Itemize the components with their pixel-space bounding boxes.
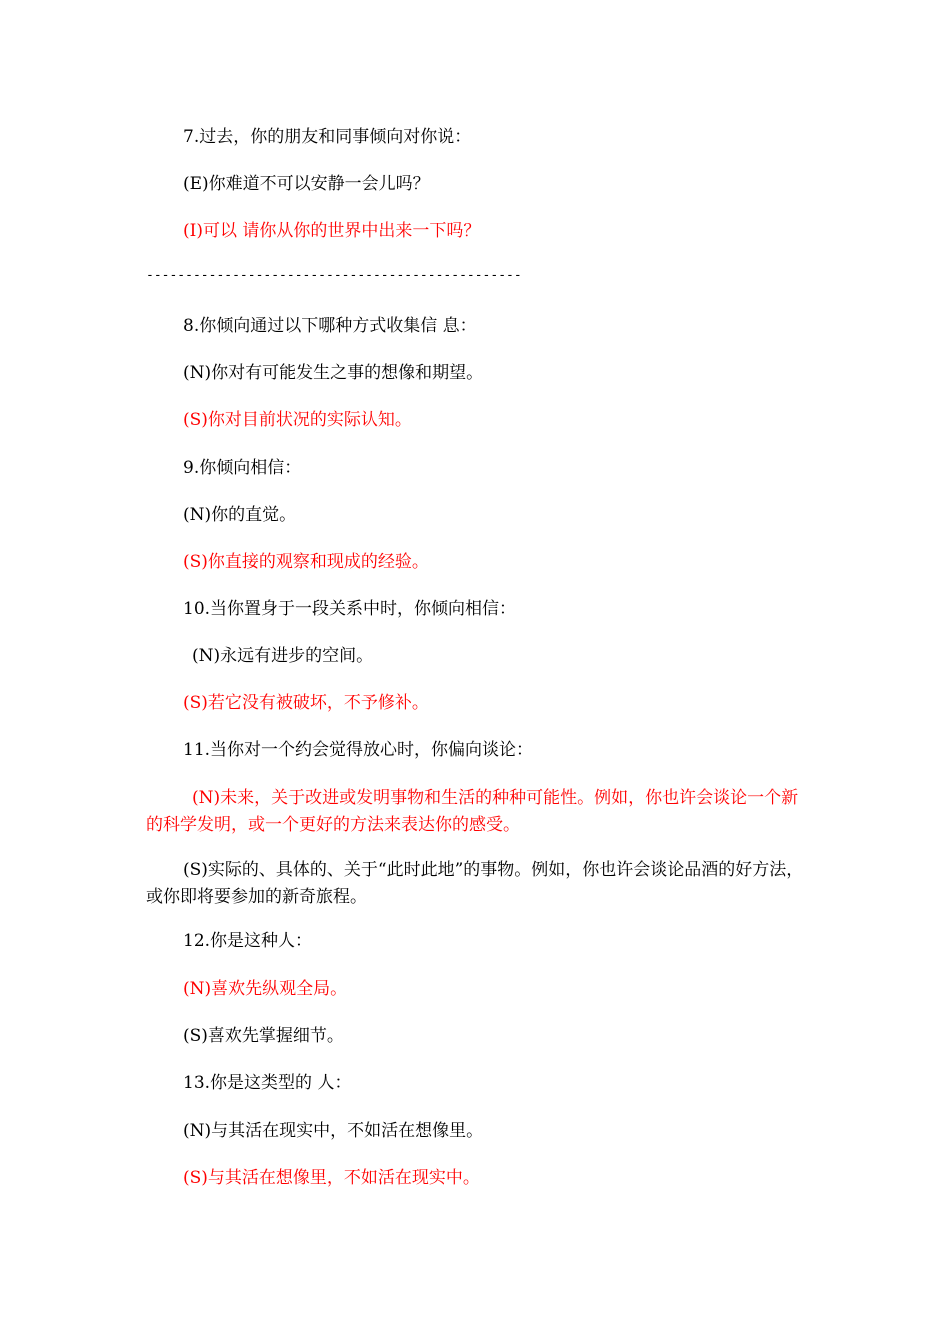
question-9: 9.你倾向相信：: [183, 458, 302, 478]
question-7-option-e: (E)你难道不可以安静一会儿吗？: [183, 174, 430, 194]
question-11-option-n: (N)未来，关于改进或发明事物和生活的种种可能性。例如，你也许会谈论一个新的科学发明，或一个更好的方法来表达你的感受。: [146, 788, 799, 835]
question-13-option-n: (N)与其活在现实中，不如活在想像里。: [183, 1121, 484, 1141]
question-10-option-n: (N)永远有进步的空间。: [192, 646, 374, 666]
question-10-option-s: (S)若它没有被破坏，不予修补。: [183, 693, 429, 713]
question-8: 8.你倾向通过以下哪种方式收集信 息：: [183, 316, 477, 336]
question-12-option-s: (S)喜欢先掌握细节。: [183, 1026, 344, 1046]
question-13-option-s: (S)与其活在想像里，不如活在现实中。: [183, 1168, 480, 1188]
question-11: 11.当你对一个约会觉得放心时，你偏向谈论：: [183, 740, 534, 760]
question-13: 13.你是这类型的 人：: [183, 1073, 352, 1093]
question-9-option-n: (N)你的直觉。: [183, 505, 297, 525]
question-10: 10.当你置身于一段关系中时，你倾向相信：: [183, 599, 517, 619]
question-11-option-s: (S)实际的、具体的、关于“此时此地”的事物。例如，你也许会谈论品酒的好方法，或你即将要参加的新奇旅程。: [146, 860, 804, 907]
question-8-option-s: (S)你对目前状况的实际认知。: [183, 410, 412, 430]
question-7-option-i: (I)可以 请你从你的世界中出来一下吗？: [183, 221, 481, 241]
question-12-option-n: (N)喜欢先纵观全局。: [183, 979, 348, 999]
question-9-option-s: (S)你直接的观察和现成的经验。: [183, 552, 429, 572]
question-7: 7.过去，你的朋友和同事倾向对你说：: [183, 127, 472, 147]
question-8-option-n: (N)你对有可能发生之事的想像和期望。: [183, 363, 484, 383]
question-12: 12.你是这种人：: [183, 931, 313, 951]
section-divider: ------------------------------------------------: [146, 268, 522, 283]
